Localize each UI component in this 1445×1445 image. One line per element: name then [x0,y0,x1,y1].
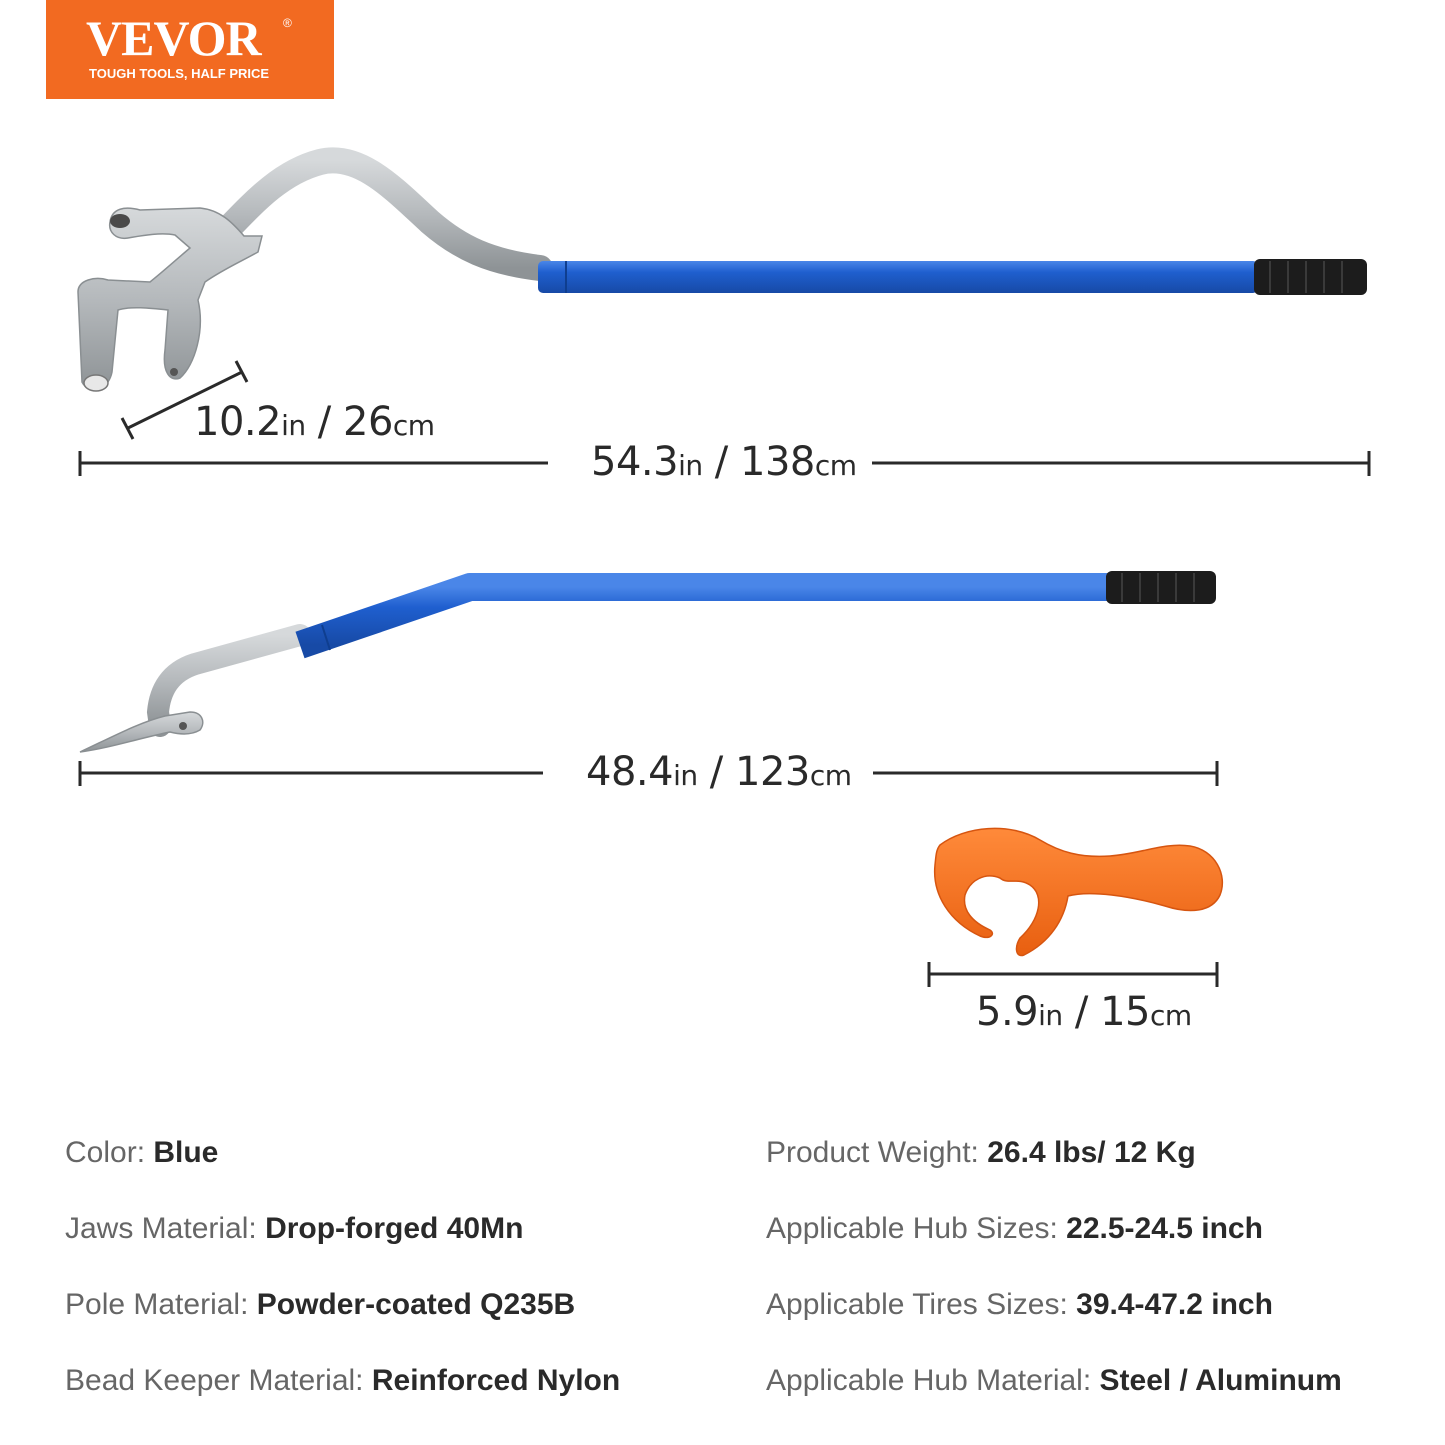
brand-name: VEVOR [86,10,261,66]
spec-color: Color: Blue [65,1136,219,1169]
spec-pole-material: Pole Material: Powder-coated Q235B [65,1288,576,1321]
keeper-length-label: 5.9in / 15cm [976,989,1192,1035]
spec-hub-material: Applicable Hub Material: Steel / Aluminum [766,1364,1342,1397]
brand-tagline: TOUGH TOOLS, HALF PRICE [89,66,270,81]
jaw-width-label: 10.2in / 26cm [194,399,435,445]
tool1-length-label: 54.3in / 138cm [591,439,857,485]
spec-bead-keeper-material: Bead Keeper Material: Reinforced Nylon [65,1364,621,1397]
registered-mark: ® [283,16,292,30]
spec-product-weight: Product Weight: 26.4 lbs/ 12 Kg [766,1136,1196,1169]
spec-tire-sizes: Applicable Tires Sizes: 39.4-47.2 inch [766,1288,1273,1321]
spec-hub-sizes: Applicable Hub Sizes: 22.5-24.5 inch [766,1212,1263,1245]
tool2-length-label: 48.4in / 123cm [586,749,852,795]
spec-jaws-material: Jaws Material: Drop-forged 40Mn [65,1212,524,1245]
